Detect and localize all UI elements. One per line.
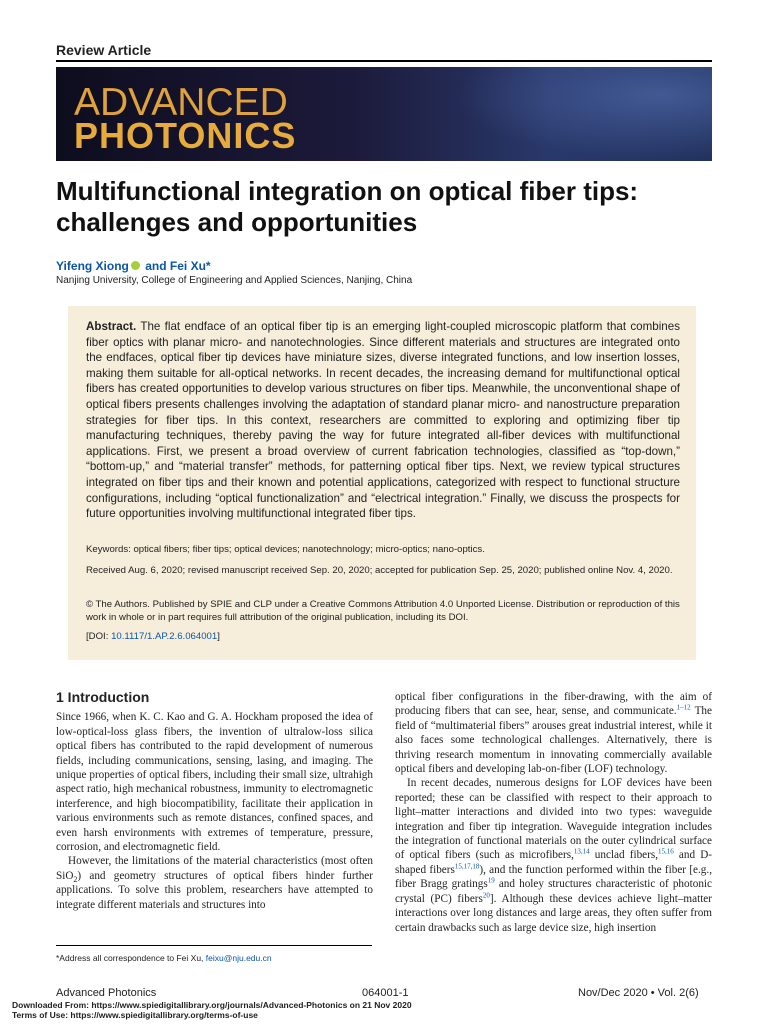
footer-article-number: 064001-1 xyxy=(362,987,409,999)
left-column xyxy=(56,690,373,912)
footnote-text: *Address all correspondence to Fei Xu, xyxy=(56,953,206,963)
right-p2-text-e: and holey structures characteristic of photonic crystal (PC) fibers xyxy=(395,878,712,905)
banner-glow xyxy=(452,67,712,161)
doi-suffix: ] xyxy=(217,631,220,642)
right-p2-text-d: ), and the function performed within the fiber [e.g., fiber Bragg gratings xyxy=(395,863,712,891)
footer-issue: Nov/Dec 2020 • Vol. 2(6) xyxy=(578,987,699,999)
abstract-box xyxy=(68,306,696,660)
header-rule xyxy=(56,60,712,62)
intro-paragraph-2 xyxy=(56,854,373,912)
intro-paragraph-1: Since 1966, when K. C. Kao and G. A. Hockham proposed the idea of low-optical-loss glass fibers, the invention of ultralow-loss silica optical fibers has contributed to the rapid development of numerous fields, including communications, sensing, lasing, and imaging. The unique properties of optical fibers, including their small size, ultrahigh aspect ratio, high mechanical robustness, immunity to electromagnetic interference, and high biocompatibility, facilitate their application in various environments such as remote distances, confined spaces, and even harsh environments with extremes of temperature, pressure, corrosion, and electromagnetic field. xyxy=(56,711,373,854)
email-link[interactable]: feixu@nju.edu.cn xyxy=(205,953,272,963)
section-heading: 1 Introduction xyxy=(56,689,150,705)
doi-link[interactable]: 10.1117/1.AP.2.6.064001 xyxy=(111,631,218,642)
author-2[interactable]: Fei Xu* xyxy=(169,259,211,273)
para2-part-a: However, the limitations of the material characteristics (most often SiO xyxy=(56,855,373,882)
reference-link[interactable]: 13,14 xyxy=(573,847,590,856)
doi-prefix: [DOI: xyxy=(86,631,112,642)
reference-link[interactable]: 20 xyxy=(482,890,490,899)
received-dates: Received Aug. 6, 2020; revised manuscript received Sep. 20, 2020; accepted for publication Sep. 25, 2020; published online Nov. 4, 2020. xyxy=(86,565,673,576)
affiliation: Nanjing University, College of Engineering and Applied Sciences, Nanjing, China xyxy=(56,275,413,286)
right-p2-text-a: In recent decades, numerous designs for LOF devices have been reported; these can be classified with respect to their approach to light–matter interactions and divided into two types: waveguide integration and fiber tip integration. Waveguide integration includes the integration of functional materials on the outer cylindrical surface of optical fibers (such as microfibers, xyxy=(395,777,712,862)
right-p2-text-f: ]. Although these devices achieve light–matter interactions over long distances and large areas, they often suffer from certain drawbacks such as large device size, high insertion xyxy=(395,892,712,934)
right-p1-text-b: The field of “multimaterial fibers” arouses great industrial interest, while it also faces some technological challenges. Alternatively, there is thriving research momentum in innovating commercially available optical fibers and developing lab-on-fiber (LOF) technology. xyxy=(395,705,712,776)
reference-link[interactable]: 15,17,18 xyxy=(454,862,480,871)
article-title: Multifunctional integration on optical fiber tips: challenges and opportunities xyxy=(56,176,639,237)
right-p2-text-c: and D-shaped fibers xyxy=(395,849,712,876)
terms-notice: Terms of Use: https://www.spiedigitallibrary.org/terms-of-use xyxy=(12,1010,258,1020)
footnote-rule xyxy=(56,945,372,946)
correspondence-footnote xyxy=(56,953,272,963)
orcid-icon[interactable] xyxy=(131,261,140,270)
reference-link[interactable]: 1–12 xyxy=(676,703,691,712)
article-type-label: Review Article xyxy=(56,42,152,58)
license-text: © The Authors. Published by SPIE and CLP under a Creative Commons Attribution 4.0 Unported License. Distribution or reproduction of this work in whole or in part requires full attribution of the original publication, including its DOI. xyxy=(86,599,680,623)
right-paragraph-2 xyxy=(395,776,712,934)
sio2-subscript: 2 xyxy=(73,875,78,885)
download-notice: Downloaded From: https://www.spiedigitallibrary.org/journals/Advanced-Photonics on 21 Nov 2020 xyxy=(12,1000,412,1010)
right-column xyxy=(395,690,712,935)
abstract-body: The flat endface of an optical fiber tip is an emerging light-coupled microscopic platform that combines fiber optics with planar micro- and nanotechnologies. Since different materials and structures are integrated onto the endfaces, optical fiber tip devices have miniature sizes, diverse integrated functions, and low insertion losses, making them suitable for all-optical networks. In recent decades, the increasing demand for multifunctional optical fibers has created opportunities to develop various structures on fiber tips. Meanwhile, the unconventional shape of optical fibers presents challenges involving the adaptation of standard planar micro- and nanostructure preparation strategies for fiber tips. In this context, researchers are committed to exploring and optimizing fiber tip manufacturing techniques, thereby paving the way for future integrated all-fiber devices with multifunctional applications. First, we present a broad overview of current fabrication technologies, classified as “top-down,” “bottom-up,” and “material transfer” methods, for patterning optical fiber tips. Next, we review typical structures integrated on fiber tips and their known and potential applications, categorized with respect to functional structure configurations, including “optical functionalization” and “electrical integration.” Finally, we discuss the prospects for future opportunities involving multifunctional integrated fiber tips. xyxy=(86,320,680,521)
reference-link[interactable]: 15,16 xyxy=(658,847,674,856)
author-separator: and xyxy=(145,259,167,273)
author-list xyxy=(56,259,211,273)
right-p1-text-a: optical fiber configurations in the fiber-drawing, with the aim of producing fibers that can see, hear, sense, and communicate. xyxy=(395,691,712,718)
keywords: Keywords: optical fibers; fiber tips; optical devices; nanotechnology; micro-optics; nano-optics. xyxy=(86,544,485,555)
journal-banner xyxy=(56,67,712,161)
right-p2-text-b: unclad fibers, xyxy=(589,849,658,862)
para2-part-b: ) and geometry structures of optical fibers hinder further applications. To solve this problem, researchers have attempted to integrate different materials and structures into xyxy=(56,869,373,911)
author-1[interactable]: Yifeng Xiong xyxy=(56,259,129,273)
abstract-text xyxy=(86,319,680,522)
footer-journal: Advanced Photonics xyxy=(56,987,157,999)
journal-name-line1: ADVANCED xyxy=(74,81,288,124)
doi-line xyxy=(86,630,680,643)
journal-name-line2: PHOTONICS xyxy=(74,115,297,156)
reference-link[interactable]: 19 xyxy=(487,876,495,885)
abstract-label: Abstract. xyxy=(86,320,137,333)
right-paragraph-1 xyxy=(395,690,712,776)
